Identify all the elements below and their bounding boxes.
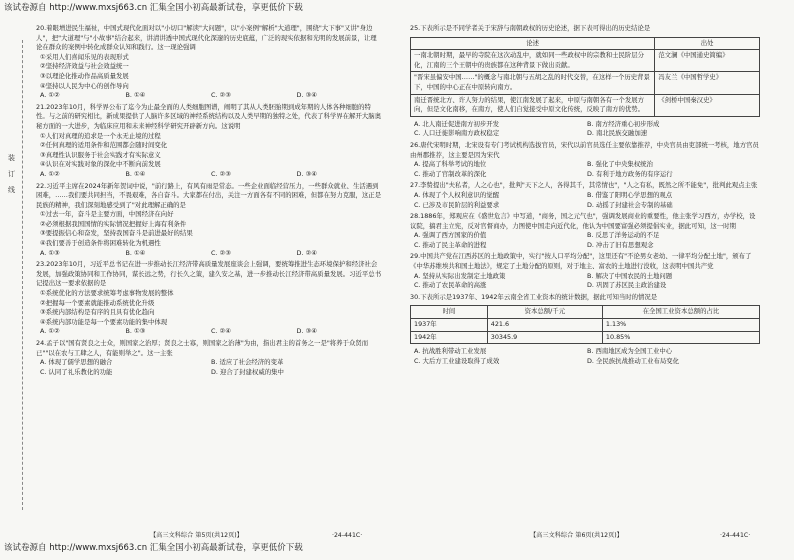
choice-b[interactable]: B. 解决了中国农民的土地问题 (587, 271, 673, 280)
choice-c[interactable]: C. 大后方工业建设取得了成效 (414, 356, 500, 365)
table-cell: 冯友兰《中国哲学史》 (655, 72, 760, 94)
page-footer-left: 【高三文科综合 第5页(共12页)】 (150, 532, 243, 539)
table-row (411, 319, 760, 332)
choice-row (40, 327, 382, 337)
binding-label: 装 订 线 (8, 154, 15, 194)
choice-d[interactable]: D. 有利于地方政务的有序运行 (587, 169, 673, 178)
choice-b[interactable]: B. 南方经济重心初步形成 (587, 119, 660, 128)
choice-row (40, 91, 382, 101)
table-header (411, 306, 760, 319)
choice-a[interactable]: A. ①② (40, 327, 60, 336)
question-25 (410, 24, 760, 139)
question-stem: 30.下表所示是1937年、1942年云南全省工业资本的统计数据，据此可知当时的情况是 (410, 292, 658, 301)
choice-c[interactable]: C. 已涉及市民阶层的利益要求 (414, 200, 500, 209)
choice-a[interactable]: A. 坚持从实际出发制定土地政策 (414, 271, 506, 280)
question-stem: 21.2023年10月，科学界公布了迄今为止最全面的人类细胞图谱，阐明了其从人类胚胎期到成年期的人体各种细胞的特性。与之前的研究相比，新成果提供了人脑许多区域的神经系统结构以及人类早期的独特之处，代表了科学界在解开大脑奥秘方面的一大进步，为临床应用和未来神经科学研究开辟新方向。这说明 (36, 102, 382, 130)
choice-row (414, 357, 760, 367)
source-footer-text: 该试卷源自 http://www.mxsj663.cn 汇集全国小初高最新试卷，享更低价下载 (4, 543, 303, 553)
choice-a[interactable]: A. 强调了西方国家的价值 (414, 231, 487, 240)
statement-1: ①过去一年，奋斗是主要方面，中国经济在向好 (40, 210, 174, 219)
column-header: 时间 (411, 306, 488, 319)
question-20 (36, 24, 382, 101)
choice-a[interactable]: A. 体现了个人权利意识的觉醒 (414, 190, 500, 199)
choice-b[interactable]: B. 借鉴了阳明心学思想的观点 (587, 190, 673, 199)
left-column (36, 24, 382, 379)
statement-3: ③要提振信心和奋发，坚持我国奋斗是前进最好的结果 (40, 229, 193, 238)
table-cell: 1.13% (602, 319, 759, 332)
question-30 (410, 293, 760, 367)
question-stem: 27.李贽提出"夫私者，人之心也"，批判"天下之人，各得其千，其常情也"，"人之有私，既然之所不能免"，批判此观点主张 (410, 181, 758, 190)
statement-2: ②任何真理的适用条件和范围都会随时间变化 (40, 141, 168, 150)
question-26 (410, 141, 760, 179)
choice-a[interactable]: A. ①② (40, 169, 60, 178)
choice-row (414, 241, 760, 251)
capital-table (410, 305, 760, 344)
statement-1: ①采用人们喜闻乐见的表现形式 (40, 52, 129, 61)
choice-d[interactable]: D. ③④ (296, 327, 317, 336)
question-24 (36, 339, 382, 377)
question-stem: 29.中国共产党在江西苏区的土地政策中，实行"按人口平均分配"，这里还有"不论男女老幼、一律平均分配土地"，颁布了《中华苏维埃共和国土地法》，规定了土地分配的原则，对于地主、富农的土地进行没收，这表明中国共产党 (410, 252, 752, 271)
statement-4: ④认识在对实践对象的深化中不断向前发展 (40, 160, 161, 169)
choice-b[interactable]: B. 反思了洋务运动的不足 (587, 231, 660, 240)
choice-c[interactable]: C. ②④ (211, 327, 231, 336)
source-header (0, 0, 794, 16)
choice-b[interactable]: B. 适应了社会经济的变革 (211, 358, 284, 367)
choice-d[interactable]: D. 动摇了封建社会专制的基础 (587, 200, 673, 209)
choice-row (40, 368, 382, 378)
table-cell: 一南北朝时期，最早的寺院在这次动乱中，就如同一些政权中的宗教和士民阶层分化，江南的三个王朝中的贵族都在这种背景下做出贡献。 (411, 50, 655, 72)
binding-line (22, 40, 23, 510)
table-header (411, 37, 760, 50)
statement-4: ④我们要善于创造条件将困难转化为机遇性 (40, 239, 161, 248)
choice-row (414, 129, 760, 139)
choice-b[interactable]: B. 强化了中央集权统治 (587, 160, 653, 169)
statement-4: ④系统内部功能是每一个要素功能的集中体现 (40, 317, 168, 326)
choice-d[interactable]: D. ③④ (296, 169, 317, 178)
choice-row (414, 201, 760, 211)
choice-a[interactable]: A. 体现了儒学思想的融合 (40, 358, 113, 367)
source-footer (0, 541, 794, 555)
table-cell: 1937年 (411, 319, 488, 332)
table-cell: 南迁晋统北方、许人努力的结果，使江南发展了起来，中原与南朝各有一个发展方向，但是文化南移，在南方，使人们自觉接受中原文化传统，反映了南方的优势。 (411, 94, 655, 116)
choice-d[interactable]: D. 全民族抗战推动工业布局变化 (587, 356, 680, 365)
choice-b[interactable]: B. ①④ (125, 169, 146, 178)
choice-b[interactable]: B. 西南地区成为全国工业中心 (587, 347, 673, 356)
right-column (410, 24, 760, 368)
choice-c[interactable]: C. 人口迁徙影响南方政权稳定 (414, 129, 500, 138)
table-row (411, 50, 760, 72)
choice-row (414, 120, 760, 130)
choice-c[interactable]: C. ②③ (211, 169, 231, 178)
question-21 (36, 103, 382, 180)
choice-d[interactable]: D. ③④ (296, 91, 317, 100)
statement-2: ②坚持经济效益与社会效益统一 (40, 62, 129, 71)
column-header: 资本总额/千元 (487, 306, 602, 319)
choice-row (40, 358, 382, 368)
column-header: 出处 (655, 37, 760, 50)
table-cell: 《剑桥中国秦汉史》 (655, 94, 760, 116)
question-stem: 26.唐代宋明时期，北宋设有专门考试机构选拔官员，宋代以前官员选任主要依靠推荐，中央官员由吏部统一考核，地方官员由州郡推荐，这主要是因为宋代 (410, 140, 759, 159)
statement-2: ②把握每一个要素就能推动系统优化升级 (40, 298, 155, 307)
table-cell: 30345.9 (487, 331, 602, 344)
choice-b[interactable]: B. ①③ (125, 327, 146, 336)
choice-d[interactable]: D. ②④ (296, 248, 317, 257)
table-row (411, 331, 760, 344)
source-header-text: 该试卷源自 http://www.mxsj663.cn 汇集全国小初高最新试卷，享更低价下载 (4, 3, 303, 13)
question-28 (410, 212, 760, 250)
table-cell: 10.85% (602, 331, 759, 344)
choice-row (40, 170, 382, 180)
table-cell: 421.6 (487, 319, 602, 332)
column-header: 在全国工业资本总额的占比 (602, 306, 759, 319)
question-stem: 23.2023年10月，习近平总书记在进一步推动长江经济带高质量发展座谈会上强调，要统筹推进生态环境保护和经济社会发展，加强政策协同和工作协同，谋长远之势，行长久之策，建久安之基，进一步推动长江经济带高质量发展。习近平总书记提出这一要求依据的是 (36, 260, 382, 288)
table-cell: 1942年 (411, 331, 488, 344)
table-cell: 范文澜《中国通史简编》 (655, 50, 760, 72)
choice-row (40, 249, 382, 259)
choice-row (414, 272, 760, 282)
choice-a[interactable]: A. ①③ (40, 248, 60, 257)
choice-b[interactable]: B. ①④ (125, 248, 146, 257)
choice-c[interactable]: C. ②③ (211, 248, 231, 257)
choice-c[interactable]: C. 推动了民主革命的进程 (414, 240, 487, 249)
question-23 (36, 260, 382, 337)
choice-c[interactable]: C. ②③ (211, 91, 231, 100)
table-row (411, 72, 760, 94)
question-stem: 22.习近平主席在2024年新年贺词中说，"前行路上，有风有雨是常态。一些企业面临经营压力，一些群众就业、生活遇到困难，……我们要共同担当，不畏艰难，各自奋斗。大家都在付出，关注一方面各有不同的困难，但都在努力克服，这正是民族的精神，我们深刻地感受到了"对此理解正确的是 (36, 181, 382, 209)
choice-d[interactable]: D. 南北民族交融加速 (587, 129, 648, 138)
statement-2: ②必须根据我国国情的实际情况把握好上海有利条件 (40, 219, 187, 228)
question-22 (36, 182, 382, 259)
paper-code-left: ·24-441C· (332, 532, 363, 539)
choice-row (414, 160, 760, 170)
choice-c[interactable]: C. 认同了礼乐教化的功能 (40, 367, 113, 376)
choice-d[interactable]: D. 冲击了旧有思想观念 (587, 240, 654, 249)
statement-1: ①系统优化的方法要求统筹考虑事物发展的整体 (40, 289, 174, 298)
statement-1: ①人们对真理的追求是一个永无止境的过程 (40, 131, 161, 140)
choice-d[interactable]: D. 巩固了苏区民主政治建设 (587, 281, 667, 290)
choice-a[interactable]: A. 抗战胜利带动工业发展 (414, 347, 487, 356)
choice-d[interactable]: D. 迎合了封建权威的集中 (211, 367, 284, 376)
choice-a[interactable]: A. 提高了科举考试的地位 (414, 160, 487, 169)
history-table (410, 37, 760, 117)
question-stem: 24.孟子以"国有贤良之士众，则国家之治厚；贤良之士寡，则国家之治薄"为由，指出君主的首务之一是"将养于众贤而已""以在农与工肆之人，有能则举之"。这一主张 (36, 339, 369, 357)
choice-row (414, 281, 760, 291)
choice-a[interactable]: A. ①② (40, 91, 60, 100)
question-stem: 20.着眼增进民生福祉，中国式现代化面对以"小切口"解读"大问题"，以"小案例"解析"大道理"，围绕"大下事"又讲"身边人"，把"大道理"与"小故事"结合起来，讲清讲透中国式现代化深邃的历史底蕴，广泛的现实依据和光明的发展前景，让理论在群众的案例中转化成群众认知和践行。这一现论强调 (36, 24, 377, 52)
choice-b[interactable]: B. ①④ (125, 91, 146, 100)
statement-3: ③以理论化推动作品高质量发展 (40, 71, 129, 80)
choice-a[interactable]: A. 北人南迁促进南方初步开发 (414, 119, 500, 128)
table-cell: "晋宋虽偏安中国……"的概念与南北朝与五胡之乱的时代交替，在这样一个历史背景下，中国的中心正在中原转向南方。 (411, 72, 655, 94)
question-27 (410, 181, 760, 210)
table-row (411, 94, 760, 116)
choice-row (414, 231, 760, 241)
question-stem: 25.下表所示是不同学者关于宋辞与南朝政权的历史论述，据下表可得出的历史结论是 (410, 24, 651, 32)
choice-c[interactable]: C. 推动了农民革命的高涨 (414, 281, 487, 290)
choice-row (414, 170, 760, 180)
question-29 (410, 252, 760, 290)
column-header: 论述 (411, 37, 655, 50)
choice-row (414, 347, 760, 357)
question-stem: 28.1886年，郑观应在《盛世危言》中写道，"商务，国之元气也"，强调发展商业的重要性，他主张学习西方，办学校，设议院，搞君主立宪，反对官督商办，力图使中国走向近代化，他认为中国要富强必须提倡实业，据此可知，这一时期 (410, 212, 756, 230)
statement-3: ③真理性认识服务于社会实践才有实际意义 (40, 150, 161, 159)
statement-4: ④坚持以人民为中心的创作导向 (40, 81, 129, 90)
statement-3: ③系统内部结构是有序的且具有优化趋向 (40, 308, 155, 317)
paper-code-right: ·24-441C· (720, 532, 751, 539)
choice-c[interactable]: C. 推动了官制改革的深化 (414, 169, 487, 178)
choice-row (414, 191, 760, 201)
page-footer-right: 【高三文科综合 第6页(共12页)】 (530, 532, 623, 539)
